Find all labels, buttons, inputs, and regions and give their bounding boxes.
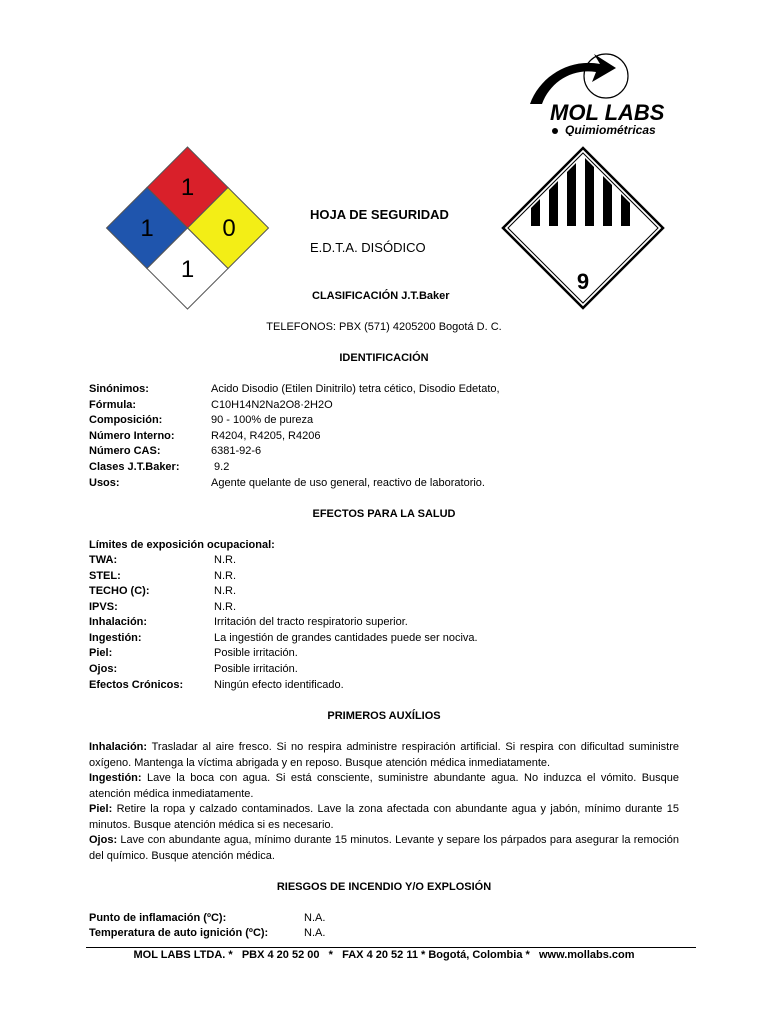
field-label: Efectos Crónicos: — [89, 679, 184, 691]
section-heading-incendio: RIESGOS DE INCENDIO Y/O EXPLOSIÓN — [276, 881, 492, 893]
section-heading-auxilios: PRIMEROS AUXÍLIOS — [327, 710, 441, 722]
field-value: N.R. — [214, 554, 236, 566]
auxilios-ingestion — [89, 771, 679, 802]
field-value: Ningún efecto identificado. — [214, 679, 344, 691]
field-value: C10H14N2Na2O8·2H2O — [211, 399, 333, 411]
id-row-sinonimos — [89, 382, 689, 398]
id-row-numero-cas — [89, 444, 689, 460]
paragraph-text: Lave con abundante agua, mínimo durante 15 minutos. Levante y separe los párpados para asegurar la remoción del químico. Busque atención médica. — [89, 834, 679, 862]
product-name: E.D.T.A. DISÓDICO — [310, 240, 426, 255]
field-label: Composición: — [89, 414, 163, 426]
phone-line: TELEFONOS: PBX (571) 4205200 Bogotá D. C. — [266, 321, 502, 333]
paragraph-label: Inhalación: — [89, 741, 148, 753]
section-heading-identificacion: IDENTIFICACIÓN — [339, 352, 429, 364]
nfpa-reactivity-value: 0 — [222, 215, 236, 242]
salud-row-cronicos — [89, 678, 689, 694]
paragraph-text: Retire la ropa y calzado contaminados. Lave la zona afectada con abundante agua y jabón, mínimo durante 15 minutos. Busque atención médica si es necesario. — [89, 803, 679, 831]
document-title: HOJA DE SEGURIDAD — [310, 207, 449, 222]
field-value: N.A. — [304, 912, 326, 924]
id-row-usos — [89, 476, 689, 492]
field-label: Clases J.T.Baker: — [89, 461, 180, 473]
field-value: 9.2 — [211, 461, 230, 473]
field-value: N.R. — [214, 601, 236, 613]
field-label: Fórmula: — [89, 399, 137, 411]
nfpa-flammability-value: 1 — [180, 174, 195, 201]
mol-labs-logo — [520, 46, 680, 136]
field-value: La ingestión de grandes cantidades puede ser nociva. — [214, 632, 478, 644]
incendio-row-autoignicion — [89, 926, 689, 942]
paragraph-label: Ojos: — [89, 834, 118, 846]
paragraph-label: Piel: — [89, 803, 113, 815]
field-value: N.A. — [304, 927, 326, 939]
section-heading-salud: EFECTOS PARA LA SALUD — [312, 508, 456, 520]
nfpa-health-value: 1 — [140, 215, 154, 242]
auxilios-inhalacion — [89, 740, 679, 771]
field-label: Número Interno: — [89, 430, 175, 442]
id-row-clases — [89, 460, 689, 476]
auxilios-piel — [89, 802, 679, 833]
field-value: Agente quelante de uso general, reactivo de laboratorio. — [211, 477, 485, 489]
salud-row-ipvs — [89, 600, 689, 616]
nfpa-diamond — [105, 145, 270, 310]
field-label: Sinónimos: — [89, 383, 149, 395]
field-value: 90 - 100% de pureza — [211, 414, 314, 426]
salud-row-twa — [89, 553, 689, 569]
placard-class-number: 9 — [576, 269, 590, 294]
logo-tagline: Quimiométricas — [565, 123, 656, 136]
field-value: Posible irritación. — [214, 647, 298, 659]
field-label: Punto de inflamación (ºC): — [89, 912, 227, 924]
salud-row-ojos — [89, 662, 689, 678]
field-value: N.R. — [214, 585, 236, 597]
field-value: Acido Disodio (Etilen Dinitrilo) tetra cético, Disodio Edetato, — [211, 383, 500, 395]
field-value: 6381-92-6 — [211, 445, 262, 457]
field-label: IPVS: — [89, 601, 118, 613]
field-label: Piel: — [89, 647, 113, 659]
field-label: Ojos: — [89, 663, 118, 675]
field-label: TWA: — [89, 554, 118, 566]
footer-text: MOL LABS LTDA. * PBX 4 20 52 00 * FAX 4 20 52 11 * Bogotá, Colombia * www.mollabs.com — [133, 949, 635, 961]
id-row-formula — [89, 398, 689, 414]
field-value: R4204, R4205, R4206 — [211, 430, 321, 442]
salud-row-techo — [89, 584, 689, 600]
field-value: N.R. — [214, 570, 236, 582]
field-label: TECHO (C): — [89, 585, 150, 597]
paragraph-label: Ingestión: — [89, 772, 142, 784]
class-9-placard — [501, 146, 665, 310]
id-row-numero-interno — [89, 429, 689, 445]
incendio-row-inflamacion — [89, 911, 689, 927]
field-label: Temperatura de auto ignición (ºC): — [89, 927, 269, 939]
logo-name: MOL LABS — [550, 100, 665, 125]
salud-row-inhalacion — [89, 615, 689, 631]
field-label: STEL: — [89, 570, 121, 582]
field-label: Usos: — [89, 477, 120, 489]
field-value: Irritación del tracto respiratorio superior. — [214, 616, 408, 628]
field-label: Número CAS: — [89, 445, 161, 457]
auxilios-ojos — [89, 833, 679, 864]
paragraph-text: Trasladar al aire fresco. Si no respira administre respiración artificial. Si respira con dificultad suministre oxígeno. Mantenga la víctima abrigada y en reposo. Busque atención médica inmediatamente. — [89, 741, 679, 769]
salud-row-ingestion — [89, 631, 689, 647]
classification-label: CLASIFICACIÓN J.T.Baker — [312, 290, 450, 302]
field-value: Posible irritación. — [214, 663, 298, 675]
salud-row-stel — [89, 569, 689, 585]
field-label: Inhalación: — [89, 616, 148, 628]
nfpa-special-value: 1 — [180, 256, 195, 283]
paragraph-text: Lave la boca con agua. Si está consciente, suministre abundante agua. No induzca el vómito. Busque atención médica inmediatamente. — [89, 772, 679, 800]
id-row-composicion — [89, 413, 689, 429]
field-label: Ingestión: — [89, 632, 142, 644]
exposure-limits-subheading: Límites de exposición ocupacional: — [89, 539, 275, 551]
salud-row-piel — [89, 646, 689, 662]
